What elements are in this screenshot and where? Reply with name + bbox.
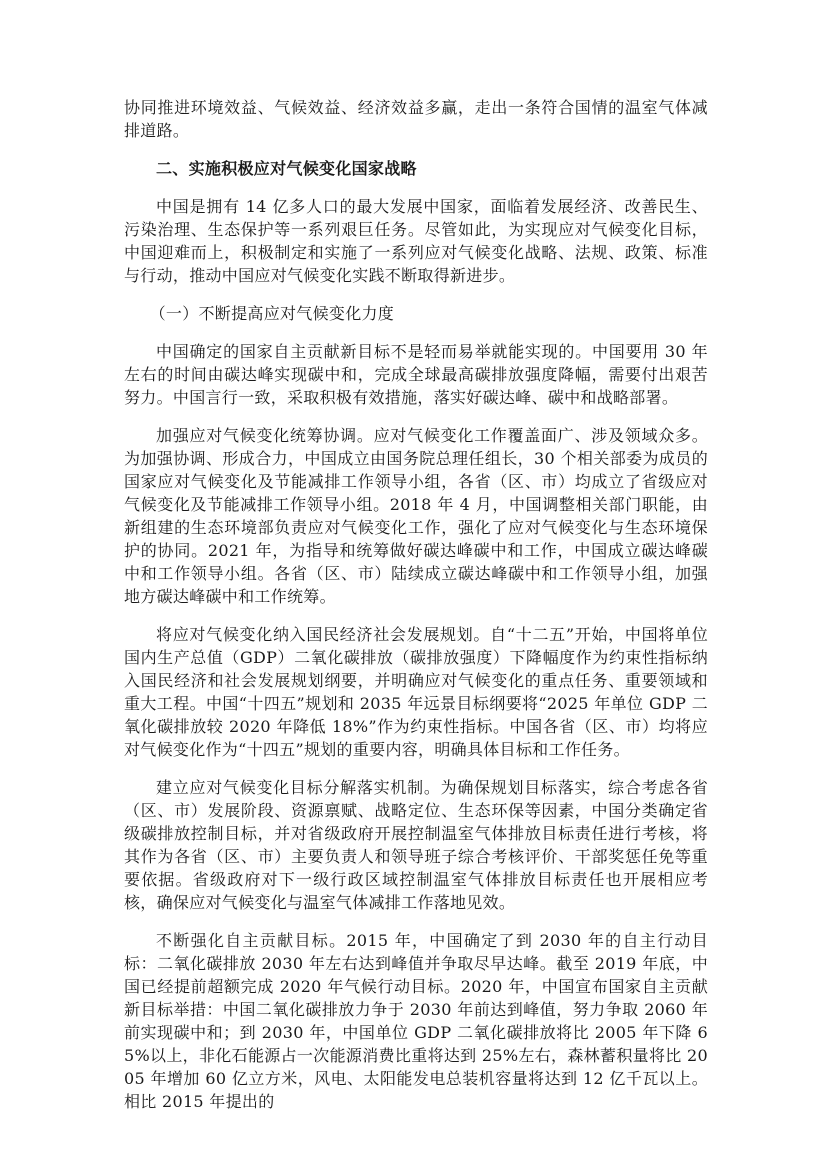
body-paragraph: 中国确定的国家自主贡献新目标不是轻而易举就能实现的。中国要用 30 年左右的时间由碳达峰实现碳中和，完成全球最高碳排放强度降幅，需要付出艰苦努力。中国言行一致，采取积极有效措施，落实好碳达峰、碳中和战略部署。	[124, 342, 708, 407]
subsection-heading: （一）不断提高应对气候变化力度	[149, 304, 395, 323]
continuation-paragraph: 协同推进环境效益、气候效益、经济效益多赢，走出一条符合国情的温室气体减排道路。	[124, 98, 708, 140]
section-heading: 二、实施积极应对气候变化国家战略	[156, 159, 417, 178]
section-intro-paragraph: 中国是拥有 14 亿多人口的最大发展中国家，面临着发展经济、改善民生、污染治理、生态保护等一系列艰巨任务。尽管如此，为实现应对气候变化目标，中国迎难而上，积极制定和实施了一系列应对气候变化战略、法规、政策、标准与行动，推动中国应对气候变化实践不断取得新进步。	[124, 197, 708, 285]
body-paragraph: 将应对气候变化纳入国民经济社会发展规划。自“十二五”开始，中国将单位国内生产总值（GDP）二氧化碳排放（碳排放强度）下降幅度作为约束性指标纳入国民经济和社会发展规划纲要，并明确应对气候变化的重点任务、重要领域和重大工程。中国“十四五”规划和 2035 年远景目标纲要将“2025 年单位 GDP 二氧化碳排放较 2020 年降低 18%”作为约束性指标。中国各省（区、市）均将应对气候变化作为“十四五”规划的重要内容，明确具体目标和工作任务。	[124, 625, 708, 759]
document-page	[124, 96, 708, 1113]
body-paragraph: 不断强化自主贡献目标。2015 年，中国确定了到 2030 年的自主行动目标：二氧化碳排放 2030 年左右达到峰值并争取尽早达峰。截至 2019 年底，中国已经提前超额完成 2020 年气候行动目标。2020 年，中国宣布国家自主贡献新目标举措：中国二氧化碳排放力争于 2030 年前达到峰值，努力争取 2060 年前实现碳中和；到 2030 年，中国单位 GDP 二氧化碳排放将比 2005 年下降 65%以上，非化石能源占一次能源消费比重将达到 25%左右，森林蓄积量将比 2005 年增加 60 亿立方米，风电、太阳能发电总装机容量将达到 12 亿千瓦以上。相比 2015 年提出的	[124, 931, 708, 1111]
body-paragraph: 加强应对气候变化统筹协调。应对气候变化工作覆盖面广、涉及领域众多。为加强协调、形成合力，中国成立由国务院总理任组长，30 个相关部委为成员的国家应对气候变化及节能减排工作领导小组，各省（区、市）均成立了省级应对气候变化及节能减排工作领导小组。2018 年 4 月，中国调整相关部门职能，由新组建的生态环境部负责应对气候变化工作，强化了应对气候变化与生态环境保护的协同。2021 年，为指导和统筹做好碳达峰碳中和工作，中国成立碳达峰碳中和工作领导小组。各省（区、市）陆续成立碳达峰碳中和工作领导小组，加强地方碳达峰碳中和工作统筹。	[124, 426, 708, 606]
body-paragraph: 建立应对气候变化目标分解落实机制。为确保规划目标落实，综合考虑各省（区、市）发展阶段、资源禀赋、战略定位、生态环保等因素，中国分类确定省级碳排放控制目标，并对省级政府开展控制温室气体排放目标责任进行考核，将其作为各省（区、市）主要负责人和领导班子综合考核评价、干部奖惩任免等重要依据。省级政府对下一级行政区域控制温室气体排放目标责任也开展相应考核，确保应对气候变化与温室气体减排工作落地见效。	[124, 778, 708, 912]
